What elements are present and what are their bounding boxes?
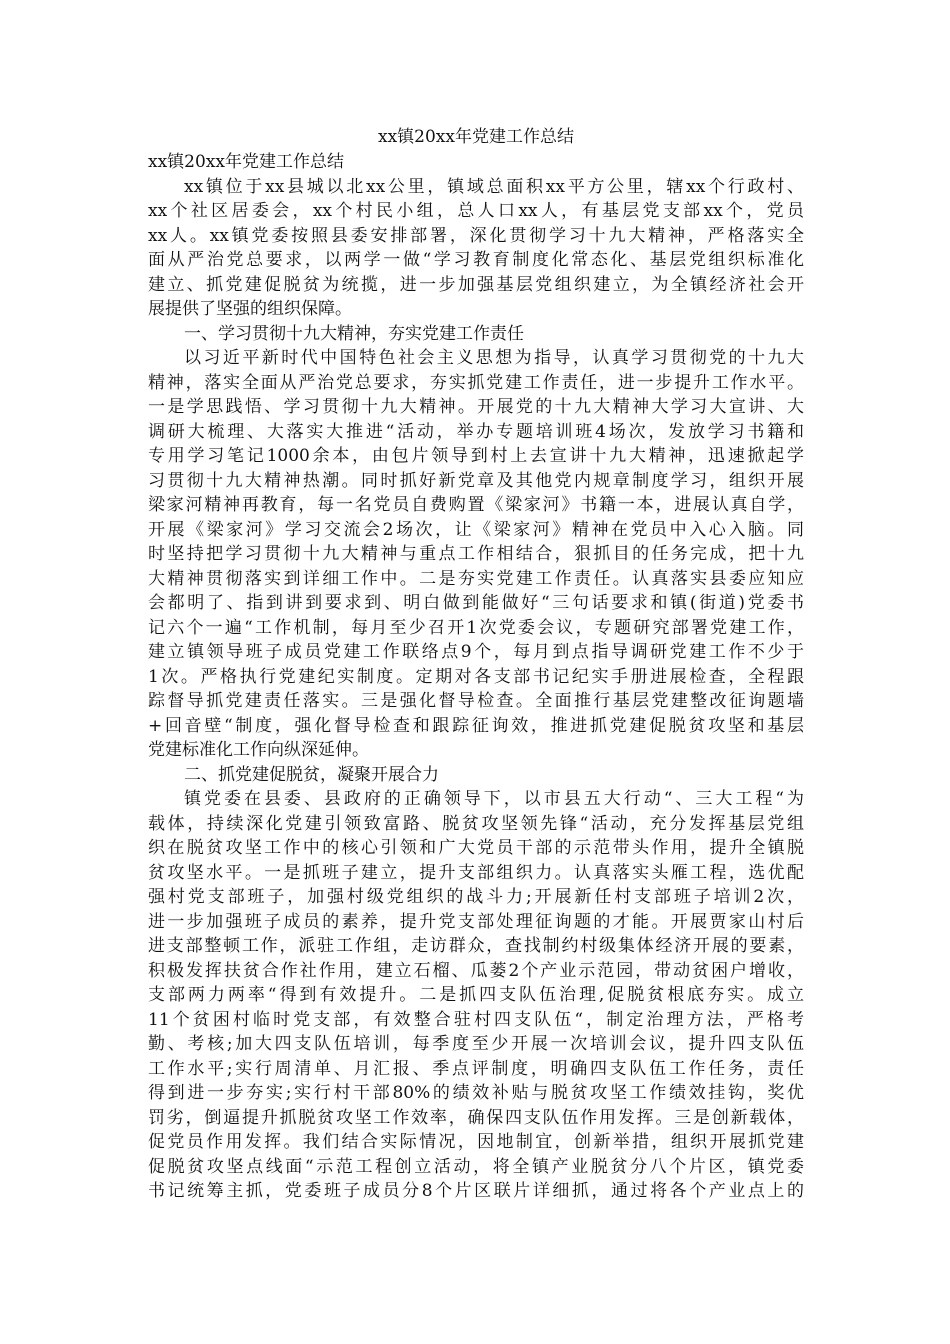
text-line: 时坚持把学习贯彻十九大精神与重点工作相结合，狠抓目的任务完成，把十九 xyxy=(148,544,804,564)
document-title: xx镇20xx年党建工作总结 xyxy=(378,127,574,147)
document-page xyxy=(148,124,804,1204)
text-line: 工作水平;实行周清单、月汇报、季点评制度，明确四支队伍工作任务，责任 xyxy=(148,1058,804,1079)
text-line: 会都明了、指到讲到要求到、明白做到能做好“三句话要求和镇(街道)党委书 xyxy=(148,593,804,613)
text-line: 一是学思践悟、学习贯彻十九大精神。开展党的十九大精神大学习大宣讲、大 xyxy=(148,397,804,417)
text-line: 精神，落实全面从严治党总要求，夯实抓党建工作责任，进一步提升工作水平。 xyxy=(148,372,804,393)
text-line: 二、抓党建促脱贫，凝聚开展合力 xyxy=(184,764,439,785)
text-line: 支部两力两率“得到有效提升。二是抓四支队伍治理,促脱贫根底夯实。成立 xyxy=(148,985,804,1005)
text-line: 面从严治党总要求，以两学一做“学习教育制度化常态化、基层党组织标准化 xyxy=(148,250,804,270)
text-line: 得到进一步夯实;实行村干部80%的绩效补贴与脱贫攻坚工作绩效挂钩，奖优 xyxy=(148,1083,804,1103)
text-line: 进支部整顿工作，派驻工作组，走访群众，查找制约村级集体经济开展的要素， xyxy=(148,936,804,956)
text-line: 镇党委在县委、县政府的正确领导下，以市县五大行动“、三大工程“为 xyxy=(184,789,804,809)
document-body xyxy=(148,150,804,1204)
text-line: 以习近平新时代中国特色社会主义思想为指导，认真学习贯彻党的十九大 xyxy=(184,348,804,368)
text-line: 建立镇领导班子成员党建工作联络点9个，每月到点指导调研党建工作不少于 xyxy=(148,642,804,662)
text-line: 开展《梁家河》学习交流会2场次，让《梁家河》精神在党员中入心入脑。同 xyxy=(148,519,804,540)
text-line: 进一步加强班子成员的素养，提升党支部处理征询题的才能。开展贾家山村后 xyxy=(148,911,804,932)
text-line: 促党员作用发挥。我们结合实际情况，因地制宜，创新举措，组织开展抓党建 xyxy=(148,1132,804,1152)
text-line: 书记统筹主抓，党委班子成员分8个片区联片详细抓，通过将各个产业点上的 xyxy=(148,1181,804,1201)
text-line: 强村党支部班子，加强村级党组织的战斗力;开展新任村支部班子培训2次， xyxy=(148,887,804,907)
text-line: 记六个一遍“工作机制，每月至少召开1次党委会议，专题研究部署党建工作， xyxy=(148,617,804,638)
text-line: 促脱贫攻坚点线面“示范工程创立活动，将全镇产业脱贫分八个片区，镇党委 xyxy=(148,1156,804,1177)
text-line: 罚劣，倒逼提升抓脱贫攻坚工作效率，确保四支队伍作用发挥。三是创新载体， xyxy=(148,1107,804,1128)
text-line: 贫攻坚水平。一是抓班子建立，提升支部组织力。认真落实头雁工程，选优配 xyxy=(148,862,804,883)
text-line: xx镇位于xx县城以北xx公里，镇域总面积xx平方公里，辖xx个行政村、 xyxy=(184,176,804,197)
text-line: xx镇20xx年党建工作总结 xyxy=(148,152,344,172)
text-line: 梁家河精神再教育，每一名党员自费购置《梁家河》书籍一本，进展认真自学， xyxy=(148,495,804,515)
text-line: 载体，持续深化党建引领致富路、脱贫攻坚领先锋“活动，充分发挥基层党组 xyxy=(148,813,804,834)
text-line: 展提供了坚强的组织保障。 xyxy=(148,299,352,319)
text-line: 调研大梳理、大落实大推进“活动，举办专题培训班4场次，发放学习书籍和 xyxy=(148,421,804,442)
text-line: 踪督导抓党建责任落实。三是强化督导检查。全面推行基层党建整改征询题墙 xyxy=(148,691,804,711)
text-line: 11个贫困村临时党支部，有效整合驻村四支队伍“，制定治理方法，严格考 xyxy=(148,1009,804,1030)
text-line: xx个社区居委会，xx个村民小组，总人口xx人，有基层党支部xx个，党员 xyxy=(148,201,804,221)
text-line: 习贯彻十九大精神热潮。同时抓好新党章及其他党内规章制度学习，组织开展 xyxy=(148,470,804,491)
text-line: 织在脱贫攻坚工作中的核心引领和广大党员干部的示范带头作用，提升全镇脱 xyxy=(148,838,804,858)
text-line: 专用学习笔记1000余本，由包片领导到村上去宣讲十九大精神，迅速掀起学 xyxy=(148,446,804,466)
text-line: 积极发挥扶贫合作社作用，建立石榴、瓜蒌2个产业示范园，带动贫困户增收， xyxy=(148,960,804,981)
text-line: +回音壁“制度，强化督导检查和跟踪征询效，推进抓党建促脱贫攻坚和基层 xyxy=(148,715,804,736)
text-line: xx人。xx镇党委按照县委安排部署，深化贯彻学习十九大精神，严格落实全 xyxy=(148,225,804,246)
text-line: 建立、抓党建促脱贫为统揽，进一步加强基层党组织建立，为全镇经济社会开 xyxy=(148,274,804,295)
text-line: 党建标准化工作向纵深延伸。 xyxy=(148,740,369,760)
text-line: 大精神贯彻落实到详细工作中。二是夯实党建工作责任。认真落实县委应知应 xyxy=(148,568,804,589)
text-line: 1次。严格执行党建纪实制度。定期对各支部书记纪实手册进展检查，全程跟 xyxy=(148,666,804,687)
text-line: 勤、考核;加大四支队伍培训，每季度至少开展一次培训会议，提升四支队伍 xyxy=(148,1034,804,1054)
text-line: 一、学习贯彻十九大精神，夯实党建工作责任 xyxy=(184,323,524,344)
